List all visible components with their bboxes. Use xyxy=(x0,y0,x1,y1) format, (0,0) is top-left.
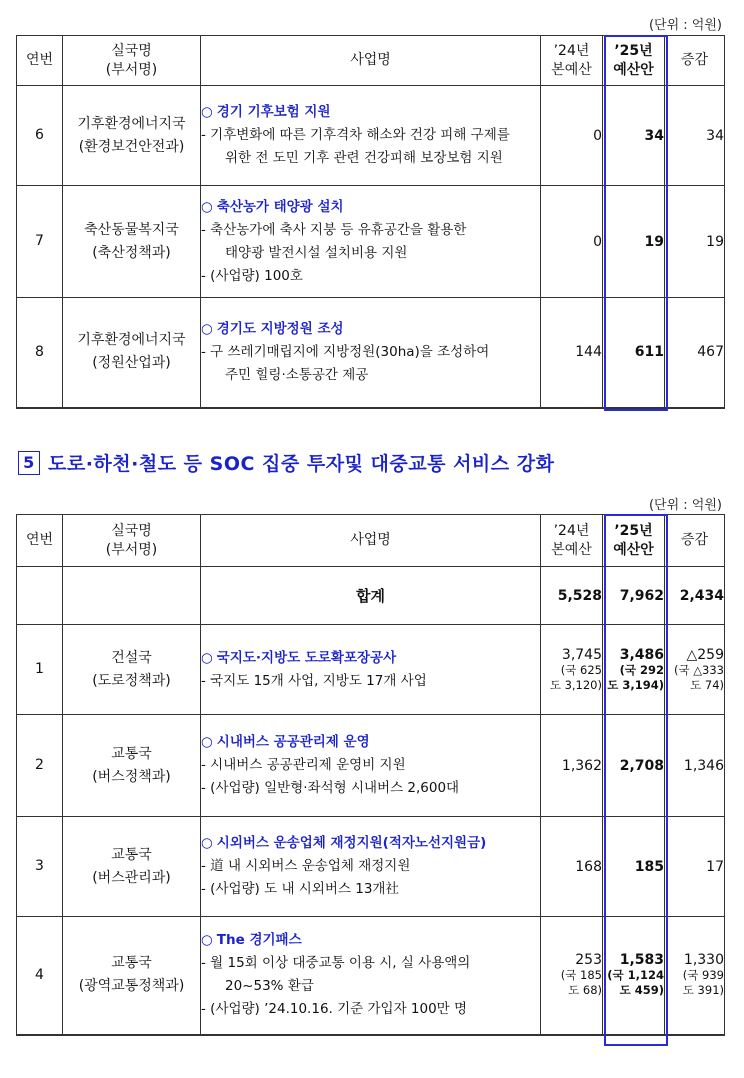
row-diff: 1,330 (국 939 도 391) xyxy=(665,917,725,1035)
project-desc: - 월 15회 이상 대중교통 이용 시, 실 사용액의 xyxy=(201,955,471,972)
row-dept: 축산동물복지국 (축산정책과) xyxy=(63,186,201,298)
row-diff: 19 xyxy=(665,186,725,298)
circle-bullet-icon: ○ xyxy=(201,198,213,215)
section-number-box: 5 xyxy=(18,451,40,475)
unit-label-bottom: (단위 : 억원) xyxy=(648,498,722,513)
row-dept: 교통국 (버스관리과) xyxy=(63,817,201,917)
row-dept: 교통국 (버스정책과) xyxy=(63,715,201,817)
project-title: 경기 기후보험 지원 xyxy=(216,104,331,120)
row-new-budget: 185 xyxy=(603,817,665,917)
project-title: The 경기패스 xyxy=(216,932,302,949)
row-diff: △259 (국 △333 도 74) xyxy=(665,625,725,715)
header-prev-budget: ’24년 본예산 xyxy=(541,36,603,86)
row-prev-budget: 3,745 (국 625 도 3,120) xyxy=(541,625,603,715)
budget-table-2 xyxy=(16,514,725,1036)
table-row xyxy=(17,86,725,186)
table-header-row xyxy=(17,515,725,567)
table-row xyxy=(17,917,725,1035)
row-project xyxy=(201,817,541,917)
project-desc-cont: 주민 힐링·소통공간 제공 xyxy=(225,366,369,383)
row-new-budget: 34 xyxy=(603,86,665,186)
row-dept: 기후환경에너지국 (정원산업과) xyxy=(63,298,201,408)
row-prev-budget: 0 xyxy=(541,186,603,298)
row-prev-budget: 0 xyxy=(541,86,603,186)
total-new: 7,962 xyxy=(603,567,665,625)
table-row xyxy=(17,817,725,917)
header-new-budget: ’25년 예산안 xyxy=(603,515,665,567)
row-no: 8 xyxy=(17,298,63,408)
table-header-row xyxy=(17,36,725,86)
table-row xyxy=(17,186,725,298)
circle-bullet-icon: ○ xyxy=(201,104,213,120)
table-row xyxy=(17,298,725,408)
budget-table-1 xyxy=(16,35,725,409)
project-desc: - 시내버스 공공관리제 운영비 지원 xyxy=(201,757,406,773)
row-project xyxy=(201,298,541,408)
header-project: 사업명 xyxy=(201,36,541,86)
project-quantity: - (사업량) 도 내 시외버스 13개社 xyxy=(201,881,399,897)
row-new-budget: 2,708 xyxy=(603,715,665,817)
row-project xyxy=(201,625,541,715)
header-dept: 실국명 (부서명) xyxy=(63,36,201,86)
row-prev-budget: 253 (국 185 도 68) xyxy=(541,917,603,1035)
project-title: 축산농가 태양광 설치 xyxy=(216,198,344,215)
header-project: 사업명 xyxy=(201,515,541,567)
project-desc-cont: 태양광 발전시설 설치비용 지원 xyxy=(225,244,408,261)
project-quantity: - (사업량) 100호 xyxy=(201,267,303,284)
project-desc: - 축산농가에 축사 지붕 등 유휴공간을 활용한 xyxy=(201,221,467,238)
circle-bullet-icon: ○ xyxy=(201,932,213,949)
total-row xyxy=(17,567,725,625)
circle-bullet-icon: ○ xyxy=(201,649,213,666)
project-title: 경기도 지방정원 조성 xyxy=(216,320,344,337)
total-label: 합계 xyxy=(201,567,541,625)
project-title: 국지도·지방도 도로확포장공사 xyxy=(216,649,397,666)
header-prev-budget: ’24년 본예산 xyxy=(541,515,603,567)
row-project xyxy=(201,715,541,817)
project-quantity: - (사업량) ’24.10.16. 기준 가입자 100만 명 xyxy=(201,1001,468,1018)
row-prev-budget: 1,362 xyxy=(541,715,603,817)
project-desc-cont: 위한 전 도민 기후 관련 건강피해 보장보험 지원 xyxy=(225,150,503,166)
row-prev-budget: 144 xyxy=(541,298,603,408)
total-prev: 5,528 xyxy=(541,567,603,625)
header-new-budget: ’25년 예산안 xyxy=(603,36,665,86)
circle-bullet-icon: ○ xyxy=(201,835,213,851)
project-desc: - 국지도 15개 사업, 지방도 17개 사업 xyxy=(201,672,427,689)
row-new-budget: 3,486 (국 292 도 3,194) xyxy=(603,625,665,715)
header-dept: 실국명 (부서명) xyxy=(63,515,201,567)
row-new-budget: 611 xyxy=(603,298,665,408)
total-dept xyxy=(63,567,201,625)
row-no: 2 xyxy=(17,715,63,817)
section-title: 5 도로·하천·철도 등 SOC 집중 투자및 대중교통 서비스 강화 xyxy=(18,449,554,476)
project-title: 시내버스 공공관리제 운영 xyxy=(216,734,370,750)
total-no xyxy=(17,567,63,625)
header-no: 연번 xyxy=(17,515,63,567)
project-quantity: - (사업량) 일반형·좌석형 시내버스 2,600대 xyxy=(201,780,460,796)
row-diff: 17 xyxy=(665,817,725,917)
project-desc-cont: 20~53% 환급 xyxy=(225,978,314,995)
header-no: 연번 xyxy=(17,36,63,86)
row-no: 6 xyxy=(17,86,63,186)
total-diff: 2,434 xyxy=(665,567,725,625)
row-project xyxy=(201,917,541,1035)
row-diff: 467 xyxy=(665,298,725,408)
circle-bullet-icon: ○ xyxy=(201,734,213,750)
row-no: 1 xyxy=(17,625,63,715)
circle-bullet-icon: ○ xyxy=(201,320,213,337)
row-dept: 교통국 (광역교통정책과) xyxy=(63,917,201,1035)
row-diff: 1,346 xyxy=(665,715,725,817)
project-title: 시외버스 운송업체 재정지원(적자노선지원금) xyxy=(216,835,487,851)
row-no: 3 xyxy=(17,817,63,917)
project-desc: - 道 내 시외버스 운송업체 재정지원 xyxy=(201,858,411,874)
project-desc: - 구 쓰레기매립지에 지방정원(30ha)을 조성하여 xyxy=(201,343,490,360)
project-desc: - 기후변화에 따른 기후격차 해소와 건강 피해 구제를 xyxy=(201,127,510,143)
row-no: 4 xyxy=(17,917,63,1035)
row-prev-budget: 168 xyxy=(541,817,603,917)
row-dept: 건설국 (도로정책과) xyxy=(63,625,201,715)
table-row xyxy=(17,715,725,817)
row-no: 7 xyxy=(17,186,63,298)
row-project xyxy=(201,186,541,298)
row-diff: 34 xyxy=(665,86,725,186)
header-diff: 증감 xyxy=(665,36,725,86)
row-new-budget: 19 xyxy=(603,186,665,298)
unit-label-top: (단위 : 억원) xyxy=(648,18,722,33)
row-dept: 기후환경에너지국 (환경보건안전과) xyxy=(63,86,201,186)
table-row xyxy=(17,625,725,715)
row-new-budget: 1,583 (국 1,124 도 459) xyxy=(603,917,665,1035)
row-project xyxy=(201,86,541,186)
header-diff: 증감 xyxy=(665,515,725,567)
